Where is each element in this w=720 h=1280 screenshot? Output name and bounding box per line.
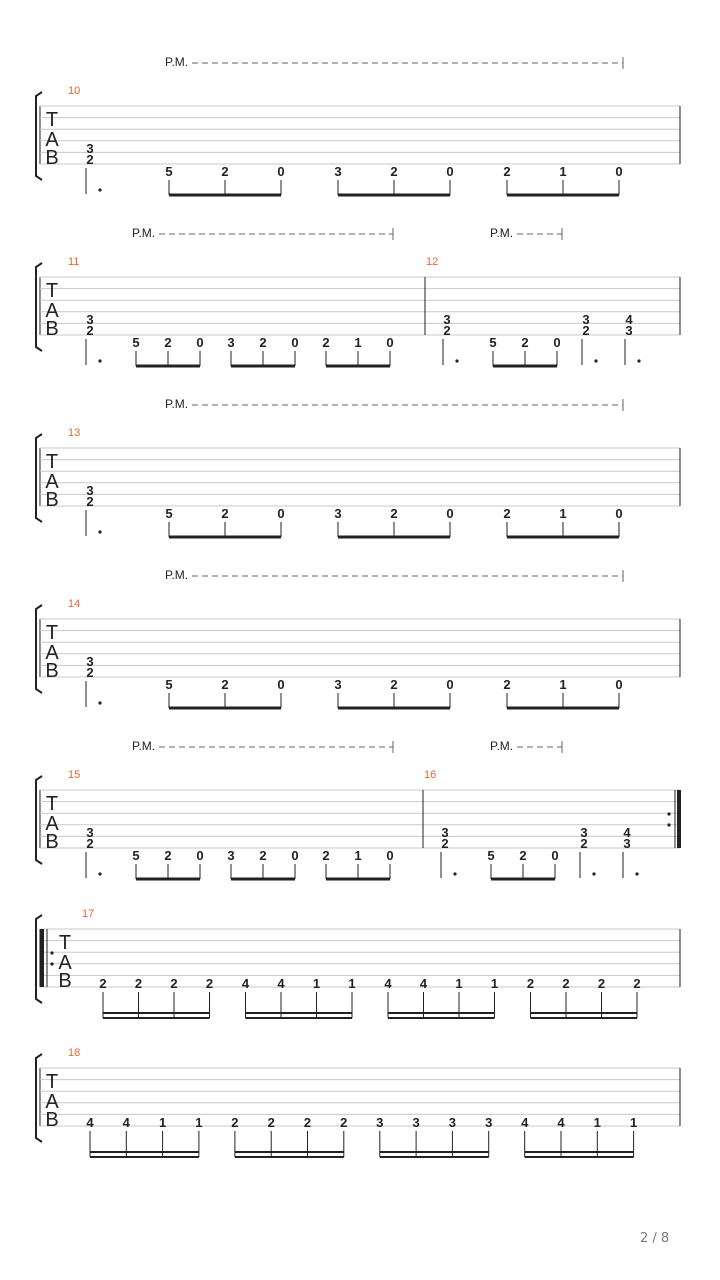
fret-number: 2: [390, 164, 398, 179]
fret-number: 5: [132, 848, 140, 863]
page-indicator: 2 / 8: [640, 1231, 670, 1246]
fret-number: 5: [165, 506, 173, 521]
palm-mute-label: P.M.: [490, 739, 514, 753]
staff-system: [36, 55, 680, 195]
fret-number: 0: [446, 677, 454, 692]
tab-clef-letter: B: [45, 831, 59, 853]
fret-number: 0: [615, 677, 623, 692]
palm-mute-label: P.M.: [165, 568, 189, 582]
dot: [98, 359, 101, 362]
tab-clef-letter: B: [45, 489, 59, 511]
fret-number: 2: [231, 1115, 239, 1130]
fret-number: 3: [443, 312, 451, 327]
fret-number: 5: [165, 677, 173, 692]
fret-number: 1: [593, 1115, 601, 1130]
measure-number: 17: [82, 908, 95, 920]
fret-number: 2: [503, 506, 511, 521]
fret-number: 0: [291, 848, 299, 863]
fret-number: 2: [221, 506, 229, 521]
tab-clef-letter: A: [45, 642, 59, 664]
dot: [98, 188, 101, 191]
measure-number: 10: [68, 85, 81, 97]
fret-number: 1: [354, 848, 362, 863]
dot: [635, 872, 638, 875]
fret-number: 0: [277, 164, 285, 179]
measure-number: 15: [68, 769, 81, 781]
dot: [637, 359, 640, 362]
tab-clef-letter: T: [45, 1071, 59, 1093]
fret-number: 3: [623, 836, 631, 851]
tab-clef-letter: T: [58, 932, 72, 954]
fret-number: 3: [227, 335, 235, 350]
fret-number: 5: [165, 164, 173, 179]
fret-number: 1: [559, 164, 567, 179]
fret-number: 2: [503, 164, 511, 179]
tab-clef-letter: A: [45, 129, 59, 151]
fret-number: 1: [158, 1115, 167, 1130]
fret-number: 2: [221, 164, 229, 179]
fret-number: 3: [334, 677, 342, 692]
dot: [592, 872, 595, 875]
tab-clef-letter: T: [45, 451, 59, 473]
fret-number: 3: [376, 1115, 384, 1130]
repeat-dot: [667, 823, 670, 826]
dot: [455, 359, 458, 362]
staff-system: [36, 397, 680, 537]
fret-number: 3: [582, 312, 590, 327]
tab-clef-letter: A: [45, 813, 59, 835]
fret-number: 2: [521, 335, 529, 350]
fret-number: 2: [205, 976, 214, 991]
tab-clef-letter: B: [45, 1109, 59, 1131]
fret-number: 2: [441, 836, 449, 851]
fret-number: 1: [559, 506, 567, 521]
fret-number: 2: [519, 848, 527, 863]
dot: [98, 530, 101, 533]
fret-number: 2: [170, 976, 178, 991]
system-bracket: [36, 605, 42, 693]
fret-number: 0: [446, 506, 454, 521]
fret-number: 1: [354, 335, 362, 350]
fret-number: 1: [629, 1115, 638, 1130]
dot: [453, 872, 456, 875]
fret-number: 1: [559, 677, 567, 692]
fret-number: 2: [164, 335, 172, 350]
tab-clef-letter: T: [45, 622, 59, 644]
fret-number: 2: [86, 323, 94, 338]
fret-number: 5: [489, 335, 497, 350]
tab-clef-letter: A: [58, 952, 72, 974]
fret-number: 4: [625, 312, 633, 327]
fret-number: 3: [412, 1115, 420, 1130]
staff-system: [36, 1047, 680, 1157]
fret-number: 0: [291, 335, 299, 350]
fret-number: 4: [122, 1115, 130, 1130]
fret-number: 2: [86, 665, 94, 680]
measure-number: 12: [426, 256, 439, 268]
palm-mute-label: P.M.: [132, 739, 156, 753]
fret-number: 5: [132, 335, 140, 350]
fret-number: 2: [390, 506, 398, 521]
fret-number: 2: [580, 836, 588, 851]
fret-number: 2: [633, 976, 641, 991]
system-bracket: [36, 263, 42, 351]
fret-number: 0: [277, 506, 285, 521]
fret-number: 1: [490, 976, 499, 991]
tab-clef-letter: B: [58, 970, 72, 992]
fret-number: 3: [86, 483, 94, 498]
fret-number: 0: [386, 848, 394, 863]
dot: [98, 872, 101, 875]
fret-number: 4: [557, 1115, 565, 1130]
fret-number: 2: [597, 976, 606, 991]
dot: [594, 359, 597, 362]
staff-system: [36, 226, 680, 366]
fret-number: 2: [134, 976, 143, 991]
palm-mute-label: P.M.: [490, 226, 514, 240]
fret-number: 2: [322, 848, 330, 863]
tab-clef-letter: T: [45, 109, 59, 131]
fret-number: 0: [196, 848, 204, 863]
fret-number: 0: [615, 164, 623, 179]
fret-number: 4: [521, 1115, 529, 1130]
fret-number: 0: [615, 506, 623, 521]
palm-mute-label: P.M.: [165, 55, 189, 69]
palm-mute-label: P.M.: [165, 397, 189, 411]
fret-number: 2: [86, 494, 94, 509]
system-bracket: [36, 776, 42, 864]
fret-number: 2: [164, 848, 172, 863]
system-bracket: [36, 434, 42, 522]
fret-number: 1: [455, 976, 463, 991]
fret-number: 3: [625, 323, 633, 338]
measure-number: 16: [424, 769, 437, 781]
tab-clef-letter: A: [45, 471, 59, 493]
tab-clef-letter: A: [45, 1091, 59, 1113]
fret-number: 2: [340, 1115, 348, 1130]
fret-number: 0: [196, 335, 204, 350]
fret-number: 2: [267, 1115, 275, 1130]
fret-number: 2: [86, 836, 94, 851]
repeat-thick-line: [40, 929, 44, 987]
fret-number: 2: [259, 848, 267, 863]
repeat-dot: [50, 962, 53, 965]
repeat-dot: [50, 951, 53, 954]
fret-number: 3: [485, 1115, 493, 1130]
fret-number: 2: [443, 323, 451, 338]
system-bracket: [36, 92, 42, 180]
measure-number: 14: [68, 598, 81, 610]
fret-number: 0: [553, 335, 561, 350]
tab-clef-letter: T: [45, 793, 59, 815]
fret-number: 2: [86, 152, 94, 167]
fret-number: 2: [562, 976, 570, 991]
fret-number: 3: [86, 141, 94, 156]
staff-system: [36, 908, 680, 1018]
fret-number: 3: [448, 1115, 457, 1130]
measure-number: 13: [68, 427, 81, 439]
fret-number: 3: [227, 848, 235, 863]
tab-clef-letter: B: [45, 318, 59, 340]
fret-number: 2: [303, 1115, 312, 1130]
palm-mute-label: P.M.: [132, 226, 156, 240]
fret-number: 2: [259, 335, 267, 350]
tab-clef-letter: B: [45, 660, 59, 682]
measure-number: 18: [68, 1047, 81, 1059]
fret-number: 1: [348, 976, 356, 991]
fret-number: 2: [503, 677, 511, 692]
fret-number: 3: [580, 825, 588, 840]
fret-number: 2: [99, 976, 107, 991]
fret-number: 3: [86, 825, 94, 840]
staff-system: [36, 568, 680, 708]
fret-number: 1: [312, 976, 321, 991]
fret-number: 4: [419, 976, 428, 991]
fret-number: 5: [487, 848, 495, 863]
tab-clef-letter: B: [45, 147, 59, 169]
fret-number: 2: [390, 677, 398, 692]
fret-number: 3: [441, 825, 449, 840]
fret-number: 2: [526, 976, 535, 991]
fret-number: 0: [446, 164, 454, 179]
fret-number: 4: [86, 1115, 94, 1130]
fret-number: 4: [623, 825, 631, 840]
fret-number: 0: [386, 335, 394, 350]
tab-clef-letter: A: [45, 300, 59, 322]
system-bracket: [36, 1054, 42, 1142]
fret-number: 4: [277, 976, 285, 991]
fret-number: 3: [86, 312, 94, 327]
repeat-dot: [667, 812, 670, 815]
fret-number: 3: [334, 164, 342, 179]
measure-number: 11: [68, 256, 80, 268]
fret-number: 2: [322, 335, 330, 350]
tab-clef-letter: T: [45, 280, 59, 302]
fret-number: 2: [221, 677, 229, 692]
fret-number: 2: [582, 323, 590, 338]
fret-number: 4: [241, 976, 250, 991]
fret-number: 0: [277, 677, 285, 692]
fret-number: 3: [334, 506, 342, 521]
staff-system: [36, 739, 681, 879]
dot: [98, 701, 101, 704]
fret-number: 4: [384, 976, 392, 991]
fret-number: 0: [551, 848, 559, 863]
repeat-thick-line: [677, 790, 681, 848]
fret-number: 3: [86, 654, 94, 669]
fret-number: 1: [195, 1115, 203, 1130]
